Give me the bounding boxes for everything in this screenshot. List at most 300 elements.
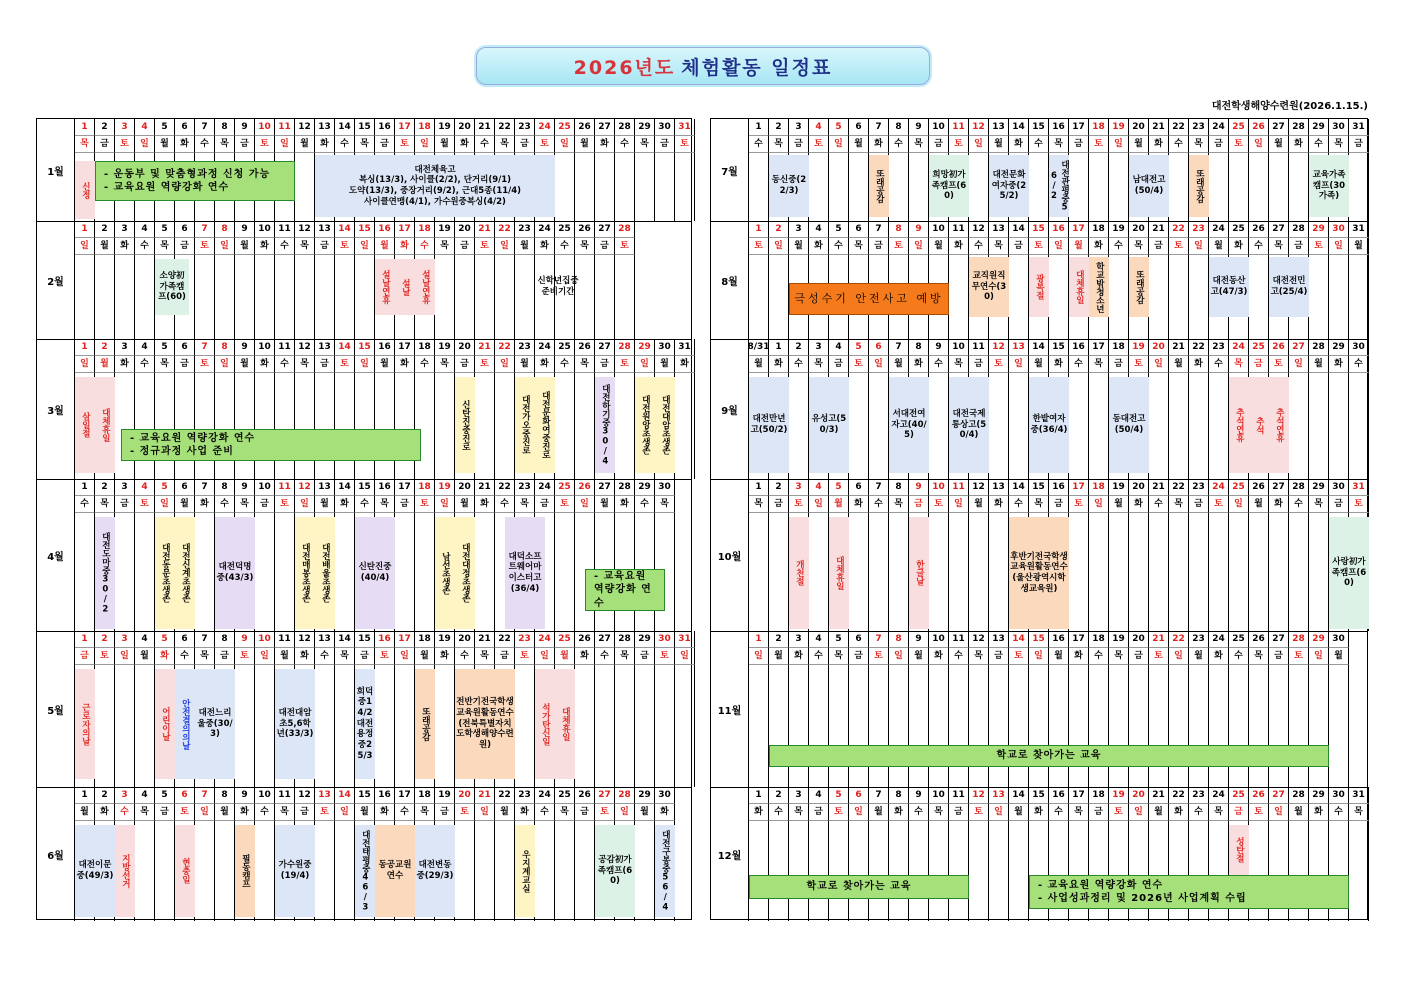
day-number: 17 [1069,787,1089,804]
day-column-line [1268,665,1269,787]
day-number: 20 [1129,479,1149,496]
weekday-label: 목 [475,648,495,665]
day-number: 18 [415,787,435,804]
day-number: 24 [1209,479,1229,496]
day-column-line [1128,665,1129,787]
day-number: 23 [1189,631,1209,648]
day-number: 16 [1069,339,1089,356]
weekday-label: 목 [335,648,355,665]
weekday-label: 토 [969,804,989,821]
day-number: 12 [295,339,315,356]
day-number: 5 [829,119,849,136]
weekday-label: 월 [1349,238,1369,255]
day-column-line [134,373,135,479]
day-column-line [1108,665,1109,787]
day-number: 1 [749,119,769,136]
weekday-label: 화 [1329,356,1349,373]
weekday-label: 금 [1049,496,1069,513]
day-number: 7 [869,221,889,238]
day-number: 20 [455,339,475,356]
day-number: 5 [155,221,175,238]
day-number: 26 [1249,119,1269,136]
day-column-line [234,255,235,339]
day-number: 12 [295,119,315,136]
day-column-line [134,665,135,787]
day-number: 26 [575,479,595,496]
weekday-label: 목 [1249,648,1269,665]
weekday-label: 화 [889,804,909,821]
day-number: 19 [435,221,455,238]
day-number: 18 [415,221,435,238]
event-holiday: 한글날 [909,517,929,629]
weekday-label: 수 [495,496,515,513]
day-number: 4 [135,221,155,238]
month-label: 4월 [37,479,75,631]
visiting-education-box [749,875,969,899]
day-number: 27 [595,479,615,496]
weekday-label: 금 [929,136,949,153]
day-number: 24 [535,631,555,648]
weekday-label: 화 [475,496,495,513]
day-number: 19 [1109,787,1129,804]
weekday-label: 화 [869,136,889,153]
day-column-line [808,821,809,921]
weekday-label: 수 [275,356,295,373]
day-number: 10 [255,221,275,238]
day-number: 10 [929,631,949,648]
weekday-label: 월 [909,648,929,665]
weekday-label: 월 [1069,238,1089,255]
weekday-label: 금 [1089,804,1109,821]
weekday-label: 화 [909,356,929,373]
day-number: 9 [235,479,255,496]
event-holiday: 광복절 [1029,257,1049,317]
day-number: 3 [789,631,809,648]
day-number: 4 [135,119,155,136]
day-number: 23 [515,787,535,804]
weekday-label: 금 [1149,238,1169,255]
weekday-label: 토 [135,496,155,513]
day-column-line [474,255,475,339]
day-number: 11 [275,479,295,496]
day-number: 9 [235,339,255,356]
day-column-line [968,513,969,631]
day-number: 25 [555,479,575,496]
month-label: 8월 [711,221,749,339]
event-holiday: 개천절 [789,517,809,629]
weekday-label: 일 [475,804,495,821]
day-column-line [614,153,615,221]
day-column-line [1148,665,1149,787]
day-number: 19 [435,479,455,496]
day-column-line [634,255,635,339]
day-number: 28 [615,787,635,804]
box-line: - 정규과정 사업 준비 [130,446,234,457]
event-school: 대전느리울중(30/3) [195,669,235,779]
weekday-label: 일 [495,356,515,373]
weekday-label: 토 [1069,496,1089,513]
weekday-label: 월 [789,238,809,255]
day-number: 17 [1089,339,1109,356]
day-number: 21 [475,479,495,496]
weekday-label: 일 [1009,356,1029,373]
weekday-label: 토 [615,238,635,255]
day-column-line [1308,513,1309,631]
day-number: 13 [989,631,1009,648]
day-number: 2 [95,339,115,356]
weekday-label: 일 [1109,136,1129,153]
day-number: 1 [75,631,95,648]
day-number: 17 [395,119,415,136]
day-number: 23 [515,221,535,238]
weekday-label: 화 [749,804,769,821]
weekday-label: 수 [809,648,829,665]
weekday-label: 목 [95,496,115,513]
safety-notice-box: 극성수기 안전사고 예방 [789,283,949,315]
day-number: 27 [1269,221,1289,238]
weekday-label: 수 [1109,238,1129,255]
weekday-label: 목 [1309,496,1329,513]
day-number: 23 [1189,479,1209,496]
day-number: 15 [355,339,375,356]
event-holiday: 설날 [395,259,415,315]
weekday-label: 일 [909,238,929,255]
weekday-label: 토 [1309,238,1329,255]
weekday-label: 토 [989,356,1009,373]
weekday-label: 금 [1009,238,1029,255]
day-number: 3 [809,339,829,356]
weekday-label: 금 [315,356,335,373]
day-number: 1 [75,339,95,356]
day-number: 8 [889,119,909,136]
event-holiday: 설날연휴 [375,259,395,315]
day-number: 28 [615,631,635,648]
day-column-line [334,821,335,921]
day-number: 9 [235,221,255,238]
weekday-label: 화 [849,496,869,513]
day-number: 11 [275,119,295,136]
event-school: 대전신계초생존 [175,517,195,629]
day-number: 4 [135,631,155,648]
weekday-label: 목 [135,804,155,821]
day-number: 1 [75,119,95,136]
day-number: 11 [949,119,969,136]
day-number: 3 [115,339,135,356]
day-number: 20 [1129,787,1149,804]
day-number: 19 [1109,631,1129,648]
day-column-line [574,373,575,479]
day-column-line [1048,665,1049,787]
event-program: 또래공감 [1129,257,1149,317]
event-program: 학교밖청소년 [1089,257,1109,317]
weekday-label: 화 [1209,648,1229,665]
event-school: 회덕중14/2대전용정중25/3 [355,669,375,779]
day-number: 7 [869,631,889,648]
weekday-label: 금 [829,356,849,373]
weekday-label: 금 [435,804,455,821]
day-number: 12 [989,339,1009,356]
day-number: 16 [1049,221,1069,238]
weekday-label: 수 [1189,804,1209,821]
day-column-line [614,255,615,339]
day-number: 28 [1289,787,1309,804]
day-number: 21 [475,339,495,356]
weekday-label: 목 [215,136,235,153]
weekday-label: 일 [215,356,235,373]
day-number: 4 [809,221,829,238]
day-number: 8 [215,221,235,238]
day-number: 4 [809,631,829,648]
event-day: 안전결의의날 [175,669,195,779]
day-number: 25 [555,119,575,136]
weekday-label: 금 [655,136,675,153]
event-program: 또래공감 [1189,155,1209,217]
weekday-label: 금 [95,136,115,153]
weekday-label: 월 [1289,804,1309,821]
day-column-line [414,513,415,631]
weekday-label: 금 [215,648,235,665]
event-school: 대전동산고(47/3) [1209,257,1249,317]
day-column-line [1228,153,1229,221]
day-number: 22 [1169,479,1189,496]
day-column-line [574,513,575,631]
weekday-label: 수 [1209,356,1229,373]
day-column-line [174,373,175,479]
weekday-label: 수 [395,804,415,821]
weekday-label: 월 [869,804,889,821]
day-number: 6 [849,631,869,648]
day-column-line [768,513,769,631]
sports-line: 도약(13/3), 중장거리(9/2), 근대5종(11/4) [348,186,522,196]
weekday-label: 금 [295,804,315,821]
day-column-line [1028,665,1029,787]
day-column-line [908,153,909,221]
day-number: 29 [635,479,655,496]
day-number: 8 [909,339,929,356]
day-number: 21 [1149,119,1169,136]
event-new-year: 신정 [75,161,95,219]
box-line: - 교육요원 역량강화 연수 [104,182,230,193]
weekday-label: 일 [1049,238,1069,255]
day-number: 22 [495,787,515,804]
day-column-line [1168,665,1169,787]
day-number: 19 [435,787,455,804]
day-number: 4 [809,787,829,804]
day-column-line [1008,373,1009,479]
day-number: 18 [1089,119,1109,136]
event-program: 또래공감 [415,669,435,779]
day-number: 15 [1029,221,1049,238]
day-column-line [114,255,115,339]
day-number: 22 [495,221,515,238]
day-column-line [1288,153,1289,221]
day-number: 27 [595,221,615,238]
weekday-label: 수 [769,804,789,821]
day-number: 9 [909,631,929,648]
weekday-label: 수 [1289,496,1309,513]
weekday-label: 월 [969,496,989,513]
day-number: 30 [1329,221,1349,238]
weekday-label: 일 [769,238,789,255]
day-number: 11 [969,339,989,356]
weekday-label: 목 [415,804,435,821]
weekday-label: 토 [535,136,555,153]
day-number: 20 [455,787,475,804]
day-number: 10 [929,787,949,804]
weekday-label: 일 [1089,496,1109,513]
weekday-label: 월 [1109,496,1129,513]
weekday-label: 수 [1169,136,1189,153]
weekday-label: 금 [635,648,655,665]
month-label: 5월 [37,631,75,787]
weekday-label: 수 [455,648,475,665]
weekday-label: 토 [95,648,115,665]
day-number: 7 [195,339,215,356]
event-holiday: 추석연휴 [1269,377,1289,473]
weekday-label: 수 [969,238,989,255]
day-column-line [574,821,575,921]
day-number: 18 [415,631,435,648]
day-number: 17 [1069,221,1089,238]
weekday-label: 목 [1329,136,1349,153]
weekday-label: 월 [1049,648,1069,665]
weekday-label: 일 [395,648,415,665]
weekday-label: 금 [395,496,415,513]
weekday-label: 일 [1189,238,1209,255]
day-number: 24 [1209,221,1229,238]
box-line: - 교육요원 [594,570,647,582]
day-column-line [334,373,335,479]
weekday-label: 일 [295,496,315,513]
weekday-label: 일 [195,804,215,821]
day-number: 4 [135,339,155,356]
event-holiday: 추석연휴 [1229,377,1249,473]
weekday-label: 월 [155,136,175,153]
weekday-label: 목 [1189,136,1209,153]
day-column-line [1268,513,1269,631]
weekday-label: 월 [929,238,949,255]
day-column-line [1008,821,1009,921]
day-column-line [1268,153,1269,221]
day-number: 29 [635,787,655,804]
weekday-label: 수 [195,136,215,153]
weekday-label: 수 [215,496,235,513]
event-school: 대전문화여중진로 [535,377,555,473]
day-number: 10 [255,479,275,496]
weekday-label: 월 [135,648,155,665]
box-line: 학교로 찾아가는 교육 [996,750,1102,762]
day-number: 11 [949,631,969,648]
day-number: 6 [175,787,195,804]
weekday-label: 일 [155,496,175,513]
month-label: 10월 [711,479,749,631]
day-number: 16 [375,787,395,804]
weekday-label: 토 [475,356,495,373]
day-column-line [928,665,929,787]
weekday-label: 금 [789,136,809,153]
day-column-line [294,373,295,479]
day-column-line [1168,255,1169,339]
weekday-label: 목 [889,496,909,513]
weekday-label: 일 [969,136,989,153]
weekday-label: 토 [115,136,135,153]
day-column-line [988,665,989,787]
day-number: 21 [1149,787,1169,804]
weekday-label: 화 [575,648,595,665]
weekday-label: 목 [809,356,829,373]
day-column-line [394,373,395,479]
weekday-label: 수 [255,804,275,821]
day-number: 20 [455,631,475,648]
organization-date: 대전학생해양수련원(2026.1.15.) [1211,101,1368,112]
day-number: 29 [1329,339,1349,356]
month-label: 3월 [37,339,75,479]
day-column-line [1088,665,1089,787]
day-column-line [414,373,415,479]
weekday-label: 화 [115,238,135,255]
weekday-label: 토 [655,648,675,665]
day-column-line [214,255,215,339]
weekday-label: 수 [315,648,335,665]
day-number: 14 [335,221,355,238]
day-column-line [274,513,275,631]
day-number: 16 [1049,631,1069,648]
day-number: 11 [949,479,969,496]
weekday-label: 토 [375,648,395,665]
day-number: 23 [1189,787,1209,804]
weekday-label: 토 [255,136,275,153]
weekday-label: 일 [255,648,275,665]
day-number: 22 [495,479,515,496]
day-number: 16 [375,479,395,496]
weekday-label: 월 [435,136,455,153]
day-number: 10 [255,787,275,804]
weekday-label: 일 [615,804,635,821]
weekday-label: 목 [575,356,595,373]
day-number: 3 [115,119,135,136]
month-label: 1월 [37,119,75,221]
day-column-line [788,665,789,787]
day-number: 15 [355,119,375,136]
day-number: 11 [275,221,295,238]
weekday-label: 일 [135,136,155,153]
weekday-label: 금 [1129,648,1149,665]
weekday-label: 월 [215,804,235,821]
day-number: 2 [95,479,115,496]
weekday-label: 목 [435,356,455,373]
weekday-label: 토 [809,136,829,153]
notice-box [95,161,295,201]
day-number: 29 [1309,479,1329,496]
weekday-label: 화 [1189,356,1209,373]
day-column-line [1088,153,1089,221]
event-family-camp: 사랑初가족캠프(60) [1329,517,1369,629]
day-number: 3 [115,221,135,238]
day-number: 29 [1309,119,1329,136]
day-number: 22 [1169,787,1189,804]
day-number: 27 [1269,631,1289,648]
event-school: 대전변동중(29/3) [415,825,455,917]
day-number: 2 [95,787,115,804]
day-number: 7 [869,787,889,804]
day-number: 10 [929,119,949,136]
day-number: 11 [275,787,295,804]
weekday-label: 금 [115,496,135,513]
weekday-label: 수 [335,136,355,153]
weekday-label: 월 [295,136,315,153]
day-number: 1 [75,479,95,496]
event-school: 대전대암초생존 [655,377,675,473]
